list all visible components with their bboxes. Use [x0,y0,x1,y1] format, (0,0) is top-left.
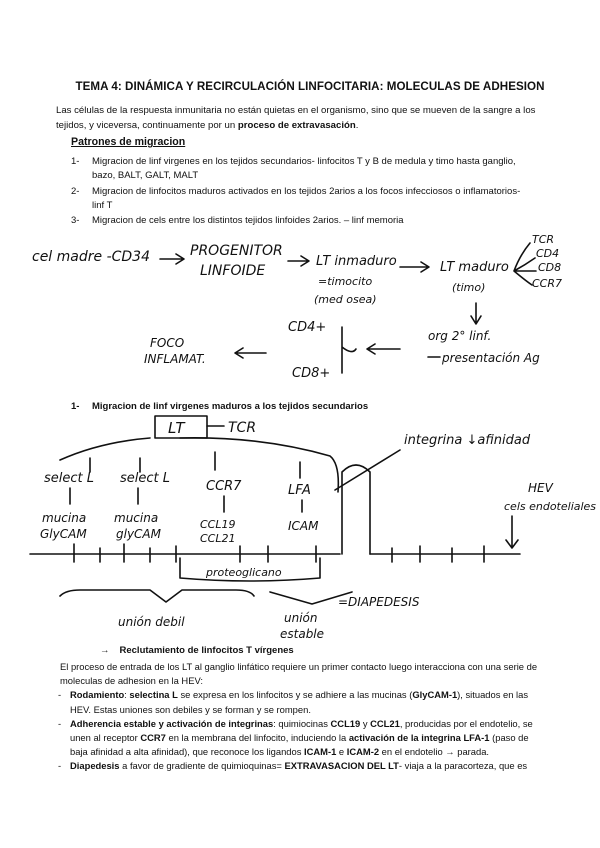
union-estable-label: estable [280,627,325,641]
foco-label: FOCO [150,336,185,350]
bold-term: activación de la integrina LFA-1 [348,732,490,744]
tcr-label: TCR [532,233,555,246]
cd4-pos-label: CD4+ [288,320,327,335]
subsection-heading [100,645,294,656]
bold-term: ICAM-1 [304,746,337,758]
text: : quimiocinas [273,717,331,729]
text: (paso de baja afinidad a alta afinidad), que reconoce los ligandos [70,732,529,758]
list-number: 3- [71,215,80,226]
union-estable-label: unión [284,611,318,625]
bold-term: CCL21 [370,717,400,729]
subsection-title: Reclutamiento de linfocitos T vírgenes [119,645,294,656]
inflamat-label: INFLAMAT. [144,352,206,366]
select-l-label: select L [120,471,171,486]
text: e [336,746,347,758]
extravasation-sketch [0,412,600,642]
text: : [124,689,130,701]
binding-marks [70,488,302,512]
intro-paragraph [56,103,550,133]
diapedesis-label: =DIAPEDESIS [338,595,420,609]
text: - viaja a la paracorteza, que es [398,760,528,772]
list-text: Migracion de cels entre los distintos tejidos linfoides 2arios. – linf memoria [92,215,404,226]
list-item [71,155,551,185]
presentacion-label: presentación Ag [442,351,540,365]
text: en la membrana del linfocito, induciendo la [165,732,349,744]
mucina-label: mucina [114,511,159,525]
arrow-icon [288,256,309,266]
arrow-icon: → [100,645,110,656]
lymphocyte-development-sketch [0,225,600,395]
intro-end: . [355,120,359,131]
bold-term: Rodamiento [70,689,125,701]
proteoglicano-label: proteoglicano [206,566,282,579]
integrina-label: integrina ↓afinidad [404,433,531,448]
ccr7-label: CCR7 [532,277,563,290]
intro-text: Las células de la respuesta inmunitaria no están quietas en el organismo, sino que se mueven de la sangre a los tejidos, y viceversa, continuamente por un [56,105,536,131]
cd8-label: CD8 [538,261,562,274]
lt-inmaduro-label: LT inmaduro [316,254,397,269]
linfoide-label: LINFOIDE [200,263,266,279]
glycam-label: glyCAM [116,527,161,541]
text: a favor de gradiente de quimioquinas= [119,760,285,772]
text: , producidas por el endotelio, se unen al receptor [70,717,533,744]
timo-label: (timo) [452,281,486,294]
bullet-dash: - [58,717,62,729]
diapedesis-loop [342,465,370,554]
cd4-label: CD4 [536,247,560,260]
arrow-icon [235,348,266,358]
endothelial-cell-marks [74,544,484,562]
text: en el endotelio → parada. [379,746,490,758]
bold-term: CCL19 [330,717,361,729]
lt-label: LT [168,419,185,437]
brace-debil [60,590,254,602]
branch-lines [342,327,356,373]
progenitor-label: PROGENITOR [190,243,283,259]
bullet-item [60,717,540,760]
body-text [60,660,540,774]
arrow-icon [471,303,481,324]
section-number: 1- [71,401,80,412]
bullet-dash: - [58,760,62,772]
glycam-label: GlyCAM [40,527,87,541]
timocito-label: =timocito [318,275,373,288]
bold-term: EXTRAVASACION DEL LT [284,760,399,772]
tcr-label: TCR [228,420,257,436]
union-debil-label: unión debil [118,615,185,629]
med-osea-label: (med osea) [314,293,377,306]
section-heading: Patrones de migracion [71,136,186,148]
cel-madre-label: cel madre -CD34 [32,249,150,265]
bullet-item [60,688,540,716]
arrow-icon [400,262,429,272]
list-number: 1- [71,156,80,167]
hev-label: HEV [528,481,553,495]
text: ), situados en las HEV. Estas uniones son debiles y se forman y se rompen. [70,689,529,715]
lt-maduro-label: LT maduro [440,260,509,275]
arrow-icon [160,254,184,264]
bold-term: ICAM-2 [346,746,380,758]
ccl21-label: CCL21 [200,532,236,545]
list-item [71,185,551,215]
org-linf-label: org 2° linf. [428,329,492,343]
bullet-item [60,759,540,773]
bold-term: GlyCAM-1 [412,689,458,701]
select-l-label: select L [44,471,95,486]
paragraph: El proceso de entrada de los LT al ganglio linfático requiere un primer contacto luego interacciona con una serie de moleculas de adhesion en la HEV: [60,661,538,687]
arrow-icon [367,344,400,354]
bold-term: selectina L [129,689,178,701]
bold-term: Diapedesis [70,760,120,772]
section-title: Migracion de linf virgenes maduros a los tejidos secundarios [92,401,369,412]
lfa-label: LFA [288,483,311,498]
mucina-label: mucina [42,511,87,525]
list-text: Migracion de linfocitos maduros activados en los tejidos 2arios a los focos infecciosos o inflamatorios- linf T [92,186,521,211]
ccl19-label: CCL19 [200,518,236,531]
bullet-dash: - [58,689,62,701]
intro-bold: proceso de extravasación [237,120,356,131]
list-text: Migracion de linf virgenes en los tejidos secundarios- linfocitos T y B de medula y timo hasta ganglio, bazo, BALT, GALT, MALT [92,156,516,181]
list-number: 2- [71,186,80,197]
icam-label: ICAM [288,519,319,533]
cd8-pos-label: CD8+ [292,366,331,381]
bold-term: CCR7 [140,732,166,744]
cels-label: cels endoteliales [504,500,597,513]
ccr7-label: CCR7 [206,479,242,494]
text: se expresa en los linfocitos y se adhiere a las mucinas ( [177,689,413,701]
arrow-icon [506,516,518,548]
bold-term: Adherencia estable y activación de integrinas [70,717,274,729]
page-title: TEMA 4: DINÁMICA Y RECIRCULACIÓN LINFOCITARIA: MOLECULAS DE ADHESION [75,80,545,93]
text: y [360,717,371,729]
